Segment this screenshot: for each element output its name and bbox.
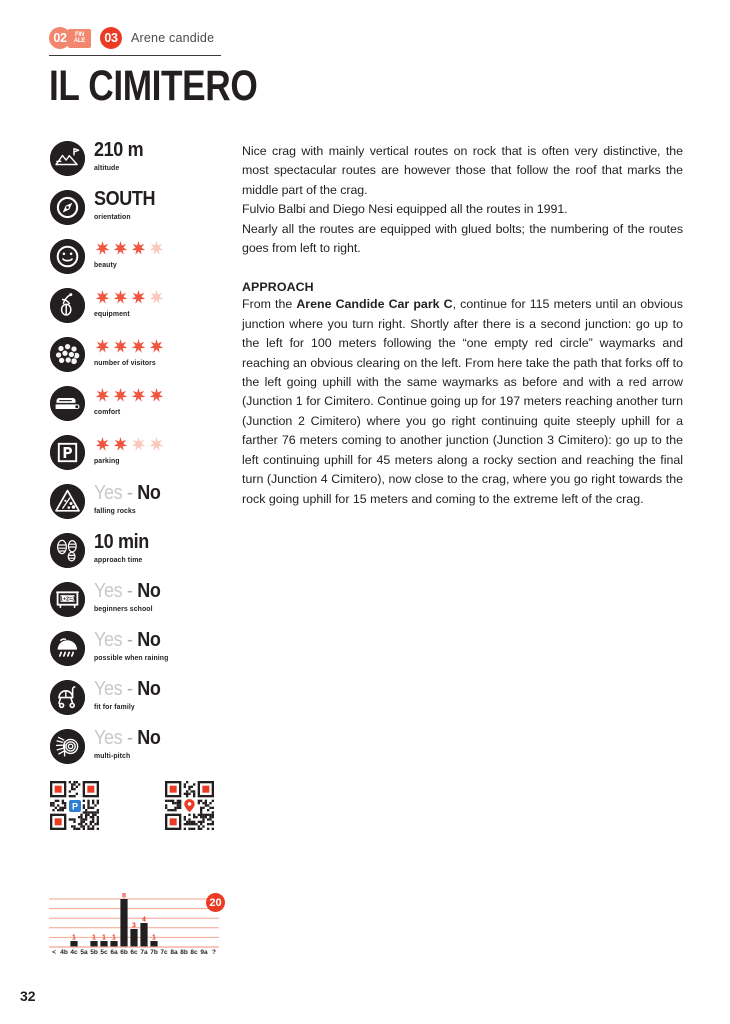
- falling-rocks-icon: [50, 484, 85, 519]
- spec-row-orientation: [50, 188, 220, 236]
- spec-label: falling rocks: [94, 506, 136, 515]
- spec-value: [94, 483, 161, 504]
- spec-body: [94, 139, 149, 172]
- bolt-equipment-icon: [50, 288, 85, 323]
- spec-label: approach time: [94, 555, 143, 564]
- spec-label: parking: [94, 456, 120, 465]
- sofa-icon: [50, 386, 85, 421]
- approach-text-pre: From the: [242, 297, 297, 312]
- spec-label: altitude: [94, 163, 120, 172]
- star-icon: [94, 387, 111, 404]
- star-icon: [130, 289, 147, 306]
- spec-value-no: No: [137, 678, 161, 700]
- spec-value-no: No: [137, 580, 161, 602]
- spec-body: [94, 678, 168, 711]
- guidebook-logo: [68, 29, 91, 48]
- grade-tick-label: <: [52, 949, 56, 956]
- rating-stars: [94, 239, 165, 258]
- location-qr-code[interactable]: [165, 781, 214, 830]
- logo-line-1: FIN: [74, 31, 85, 38]
- spec-value-no: No: [137, 727, 161, 749]
- spec-value-yes: Yes: [94, 482, 123, 504]
- star-icon: [148, 289, 165, 306]
- spec-label: possible when raining: [94, 653, 169, 662]
- star-icon: [148, 387, 165, 404]
- spec-body: [94, 237, 165, 269]
- sector-number-badge: 02: [49, 27, 71, 49]
- spec-value: [94, 728, 161, 749]
- crag-spec-list: [50, 139, 220, 776]
- blackboard-icon: [50, 582, 85, 617]
- spec-body: [94, 384, 165, 416]
- spec-value: 210 m: [94, 139, 144, 161]
- spec-body: [94, 286, 165, 318]
- star-icon: [112, 436, 129, 453]
- star-icon: [130, 240, 147, 257]
- breadcrumb: [49, 26, 683, 50]
- spec-row-approach-time: [50, 531, 220, 579]
- star-icon: [148, 436, 165, 453]
- grade-tick-label: 8c: [190, 949, 198, 956]
- spec-row-altitude: [50, 139, 220, 187]
- star-icon: [148, 240, 165, 257]
- qr-code-row: [50, 781, 230, 833]
- grade-tick-label: 7c: [160, 949, 168, 956]
- spec-value-dash: -: [126, 629, 133, 651]
- star-icon: [94, 338, 111, 355]
- spec-row-number-of-visitors: [50, 335, 220, 383]
- spec-label: beginners school: [94, 604, 153, 613]
- crowd-icon: [50, 337, 85, 372]
- spec-row-equipment: [50, 286, 220, 334]
- spec-label: multi-pitch: [94, 751, 131, 760]
- spec-row-possible-when-raining: [50, 629, 220, 677]
- total-routes-badge: 20: [206, 893, 225, 912]
- approach-text-rest: , continue for 115 meters until an obvious junction where you turn right. Shortly after there is a second junction: go up to the left for 100 meters following the “one empty red circle” waymarks and reaching an obvious clearing on the left. From here take the path that forks off to the left going uphill with the same waymarks as before and with a red arrow (Junction 1 for Cimitero. Continue going up for 197 meters reaching another turn (Junction 2 Cimitero) where you go right continuing quite steeply uphill for a farther 76 meters coming to another junction (Junction 3 Cimitero): go up to the left continuing uphill for 45 meters along a rocky section and reaching the final turn (Junction 4 Cimitero), now close to the crag, where you go right towards the rock going uphill for 15 meters and coming to the extreme left of the crag.: [242, 297, 683, 506]
- spec-value: [94, 581, 161, 602]
- spec-body: [94, 433, 165, 465]
- spec-label: beauty: [94, 260, 117, 269]
- grade-tick-label: 6c: [130, 949, 138, 956]
- mountain-icon: [50, 141, 85, 176]
- logo-line-2: ALE: [73, 38, 86, 44]
- spec-value-no: No: [137, 482, 161, 504]
- svg-text:1: 1: [112, 934, 116, 942]
- footprints-icon: [50, 533, 85, 568]
- rain-icon: [50, 631, 85, 666]
- star-icon: [94, 436, 111, 453]
- star-icon: [130, 387, 147, 404]
- rating-stars: [94, 435, 165, 454]
- spec-label: number of visitors: [94, 358, 156, 367]
- spec-row-multi-pitch: [50, 727, 220, 775]
- page-number: 32: [20, 988, 36, 1004]
- stroller-icon: [50, 680, 85, 715]
- smiley-icon: [50, 239, 85, 274]
- star-icon: [130, 338, 147, 355]
- spec-label: orientation: [94, 212, 131, 221]
- parking-qr-marker: [67, 798, 82, 813]
- spec-value: SOUTH: [94, 188, 156, 210]
- svg-text:1: 1: [72, 934, 76, 942]
- grade-tick-label: 6a: [110, 949, 118, 956]
- compass-icon: [50, 190, 85, 225]
- grade-tick-label: 4b: [60, 949, 68, 956]
- spec-row-beginners-school: [50, 580, 220, 628]
- header-divider: [49, 55, 221, 56]
- spec-body: [94, 727, 168, 760]
- svg-text:8: 8: [122, 893, 126, 900]
- spec-label: fit for family: [94, 702, 135, 711]
- spec-row-parking: [50, 433, 220, 481]
- grade-tick-label: 4c: [70, 949, 78, 956]
- spec-row-comfort: [50, 384, 220, 432]
- star-icon: [112, 387, 129, 404]
- parking-qr-code[interactable]: [50, 781, 99, 830]
- spec-label: equipment: [94, 309, 130, 318]
- spec-body: [94, 531, 155, 564]
- intro-paragraph-1: Nice crag with mainly vertical routes on rock that is often very distinctive, the most spectacular routes are however those that follow the roof that marks the middle part of the crag.: [242, 144, 683, 197]
- location-qr-marker: [182, 798, 197, 813]
- svg-text:1: 1: [102, 934, 106, 942]
- crag-description: [242, 142, 683, 509]
- star-icon: [148, 338, 165, 355]
- spec-value-yes: Yes: [94, 678, 123, 700]
- star-icon: [94, 289, 111, 306]
- rope-multipitch-icon: [50, 729, 85, 764]
- page-title: IL CIMITERO: [49, 62, 258, 110]
- spec-value: [94, 679, 161, 700]
- spec-row-falling-rocks: [50, 482, 220, 530]
- spec-body: [94, 580, 168, 613]
- svg-text:1+2=3: 1+2=3: [59, 596, 76, 603]
- approach-paragraph: [242, 295, 683, 508]
- approach-parking-reference: Arene Candide Car park C: [296, 297, 453, 312]
- grade-tick-label: 5c: [100, 949, 108, 956]
- spec-value-yes: Yes: [94, 580, 123, 602]
- spec-row-fit-for-family: [50, 678, 220, 726]
- spec-value-no: No: [137, 629, 161, 651]
- spec-value-dash: -: [126, 580, 133, 602]
- spec-label: comfort: [94, 407, 121, 416]
- star-icon: [130, 436, 147, 453]
- spec-value-dash: -: [126, 727, 133, 749]
- spec-row-beauty: [50, 237, 220, 285]
- grade-distribution-chart: [49, 893, 222, 965]
- grade-chart-svg: [49, 893, 219, 951]
- grade-tick-label: 8b: [180, 949, 188, 956]
- spec-value-dash: -: [126, 482, 133, 504]
- svg-text:4: 4: [142, 916, 146, 924]
- spec-body: [94, 188, 162, 221]
- svg-text:3: 3: [132, 922, 136, 930]
- spec-value-dash: -: [126, 678, 133, 700]
- star-icon: [112, 240, 129, 257]
- grade-tick-label: 6b: [120, 949, 128, 956]
- rating-stars: [94, 386, 165, 405]
- grade-tick-label: 5a: [80, 949, 88, 956]
- star-icon: [94, 240, 111, 257]
- grade-tick-label: 5b: [90, 949, 98, 956]
- svg-text:P: P: [71, 801, 78, 811]
- grade-tick-label: 8a: [170, 949, 178, 956]
- grade-axis-labels: [49, 949, 219, 956]
- spec-value: 10 min: [94, 531, 149, 553]
- area-name: Arene candide: [131, 31, 215, 45]
- spec-body: [94, 482, 168, 515]
- star-icon: [112, 289, 129, 306]
- svg-text:1: 1: [92, 934, 96, 942]
- grade-tick-label: 7a: [140, 949, 148, 956]
- spec-body: [94, 629, 175, 662]
- grade-tick-label: 7b: [150, 949, 158, 956]
- spec-body: [94, 335, 165, 367]
- spec-value: [94, 630, 167, 651]
- intro-paragraph-2: Fulvio Balbi and Diego Nesi equipped all the routes in 1991.: [242, 202, 568, 217]
- page-header: [49, 26, 683, 108]
- parking-icon: [50, 435, 85, 470]
- svg-text:1: 1: [152, 934, 156, 942]
- rating-stars: [94, 337, 165, 356]
- spec-value-yes: Yes: [94, 629, 123, 651]
- grade-tick-label: 9a: [200, 949, 208, 956]
- rating-stars: [94, 288, 165, 307]
- intro-paragraph-3: Nearly all the routes are equipped with glued bolts; the numbering of the routes goes from left to right.: [242, 221, 683, 256]
- approach-heading: APPROACH: [242, 280, 314, 295]
- star-icon: [112, 338, 129, 355]
- crag-number-badge: 03: [100, 27, 122, 49]
- grade-tick-label: ?: [212, 949, 216, 956]
- spec-value-yes: Yes: [94, 727, 123, 749]
